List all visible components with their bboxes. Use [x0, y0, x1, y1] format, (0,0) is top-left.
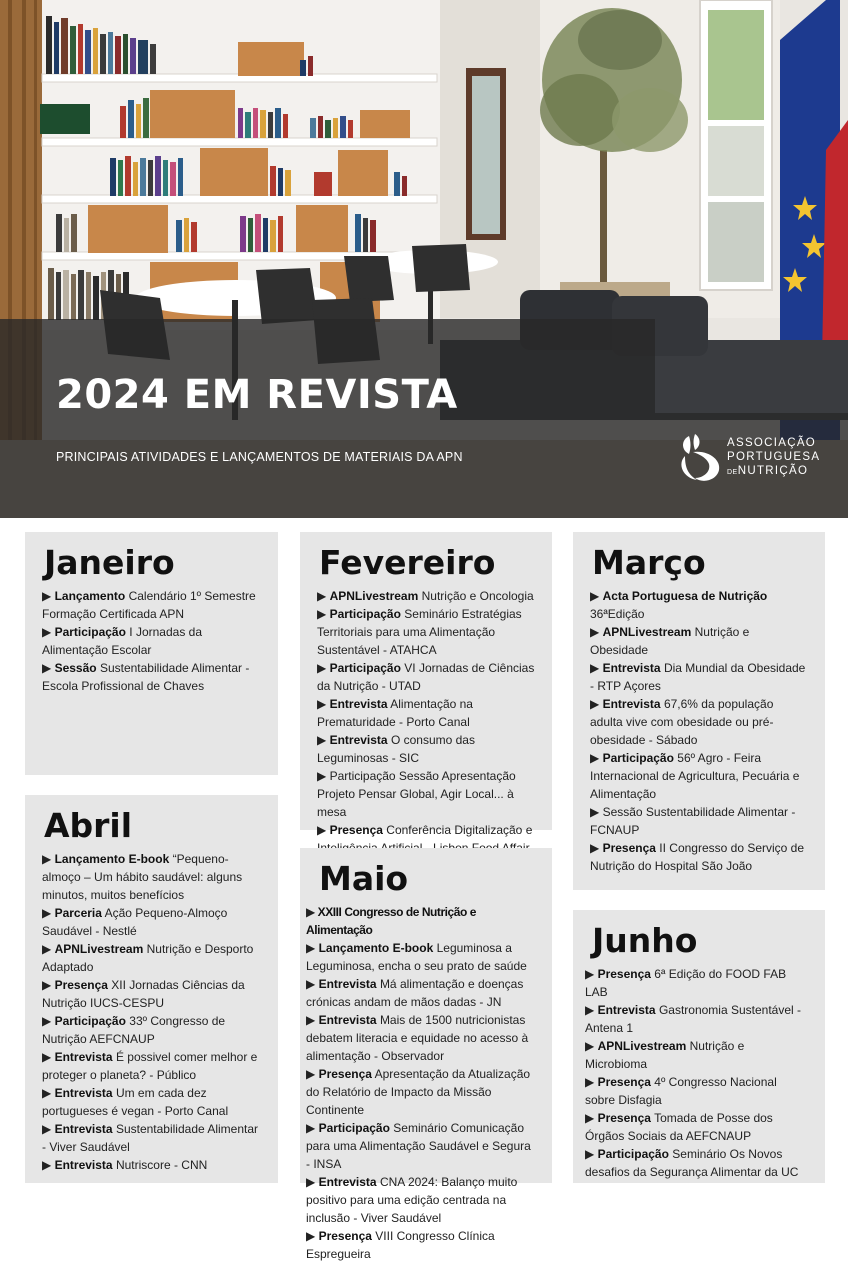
- play-triangle-icon: ▶: [306, 1121, 319, 1135]
- activity-description: Sessão Sustentabilidade Alimentar - FCNAUP: [590, 805, 796, 837]
- month-card-maio: [300, 848, 552, 1261]
- month-title: Fevereiro: [319, 543, 496, 582]
- month-title: Abril: [44, 806, 133, 845]
- activity-type: Participação: [602, 751, 674, 765]
- activity-type: Entrevista: [602, 661, 661, 675]
- play-triangle-icon: ▶: [42, 942, 55, 956]
- activity-description: Alimentação na Prematuridade - Porto Canal: [317, 697, 473, 729]
- month-title: Janeiro: [44, 543, 175, 582]
- activity-list: [585, 965, 809, 1181]
- activity-description: Seminário Estratégias Territoriais para uma Alimentação Sustentável - ATAHCA: [317, 607, 522, 657]
- play-triangle-icon: ▶: [306, 941, 319, 955]
- activity-type: APNLivestream: [54, 942, 144, 956]
- play-triangle-icon: ▶: [42, 589, 55, 603]
- title-band: [0, 319, 655, 518]
- activity-description: Mais de 1500 nutricionistas debatem literacia e equidade no acesso à alimentação - Observador: [306, 1013, 529, 1063]
- activity-item: [42, 976, 262, 1012]
- play-triangle-icon: ▶: [42, 1086, 55, 1100]
- activity-item: [306, 1119, 536, 1173]
- activity-item: [42, 623, 262, 659]
- activity-item: [585, 1001, 809, 1037]
- activity-type: Presença: [597, 967, 651, 981]
- play-triangle-icon: ▶: [306, 1229, 319, 1243]
- activity-item: [585, 1109, 809, 1145]
- activity-description: 36ªEdição: [590, 607, 645, 621]
- activity-type: Presença: [602, 841, 656, 855]
- activity-item: [42, 904, 262, 940]
- activity-description: Dia Mundial da Obesidade - RTP Açores: [590, 661, 806, 693]
- activity-type: Entrevista: [54, 1122, 113, 1136]
- play-triangle-icon: ▶: [306, 1013, 319, 1027]
- activity-type: Entrevista: [597, 1003, 656, 1017]
- activity-description: 4º Congresso Nacional sobre Disfagia: [585, 1075, 777, 1107]
- month-card-marco: [573, 532, 825, 890]
- activity-item: [585, 1037, 809, 1073]
- hero-photo: [0, 0, 848, 518]
- activity-description: Seminário Comunicação para uma Alimentação Saudável e Segura - INSA: [306, 1121, 531, 1171]
- play-triangle-icon: ▶: [585, 1147, 598, 1161]
- month-title: Junho: [592, 921, 698, 960]
- activity-description: CNA 2024: Balanço muito positivo para uma edição centrada na inclusão - Viver Saudável: [306, 1175, 518, 1225]
- activity-description: 33º Congresso de Nutrição AEFCNAUP: [42, 1014, 226, 1046]
- activity-type: Sessão: [54, 661, 97, 675]
- play-triangle-icon: ▶: [590, 805, 603, 819]
- activity-list: [590, 587, 809, 875]
- activity-type: Lançamento E-book: [54, 852, 170, 866]
- activity-description: É possivel comer melhor e proteger o planeta? - Público: [42, 1050, 258, 1082]
- activity-item: [42, 1084, 262, 1120]
- play-triangle-icon: ▶: [585, 967, 598, 981]
- activity-type: Presença: [318, 1229, 372, 1243]
- activity-type: Presença: [54, 978, 108, 992]
- activity-item: [317, 659, 536, 695]
- activity-item: [42, 1012, 262, 1048]
- activity-type: Entrevista: [54, 1158, 113, 1172]
- activity-description: Um em cada dez portugueses é vegan - Porto Canal: [42, 1086, 229, 1118]
- activity-type: Entrevista: [329, 697, 388, 711]
- activity-description: I Jornadas da Alimentação Escolar: [42, 625, 202, 657]
- activity-description: 6ª Edição do FOOD FAB LAB: [585, 967, 787, 999]
- play-triangle-icon: ▶: [585, 1111, 598, 1125]
- play-triangle-icon: ▶: [306, 977, 319, 991]
- activity-description: Nutrição e Desporto Adaptado: [42, 942, 254, 974]
- month-card-abril: [25, 795, 278, 1183]
- activity-description: VIII Congresso Clínica Espregueira: [306, 1229, 495, 1261]
- activity-item: [590, 803, 809, 839]
- activity-description: Nutriscore - CNN: [115, 1158, 208, 1172]
- activity-description: VI Jornadas de Ciências da Nutrição - UTAD: [317, 661, 535, 693]
- activity-item: [585, 1145, 809, 1181]
- activity-item: [590, 659, 809, 695]
- activity-type: Presença: [597, 1075, 651, 1089]
- activity-item: [590, 695, 809, 749]
- activity-description: Sustentabilidade Alimentar - Escola Profissional de Chaves: [42, 661, 250, 693]
- activity-type: Participação: [329, 661, 401, 675]
- activity-item: [317, 731, 536, 767]
- activity-description: Ação Pequeno-Almoço Saudável - Nestlé: [42, 906, 228, 938]
- activity-item: [42, 940, 262, 976]
- activity-description: Gastronomia Sustentável - Antena 1: [585, 1003, 802, 1035]
- play-triangle-icon: ▶: [317, 823, 330, 837]
- activity-type: Participação: [597, 1147, 669, 1161]
- activity-list: [306, 903, 536, 1263]
- play-triangle-icon: ▶: [317, 661, 330, 675]
- activity-description: “Pequeno-almoço – Um hábito saudável: alguns minutos, muitos benefícios: [42, 852, 243, 902]
- activity-type: Entrevista: [54, 1050, 113, 1064]
- activity-description: Nutrição e Obesidade: [590, 625, 750, 657]
- activity-type: Participação: [54, 625, 126, 639]
- play-triangle-icon: ▶: [317, 769, 330, 783]
- activity-type: Participação: [329, 607, 401, 621]
- month-title: Março: [592, 543, 706, 582]
- activity-description: Leguminosa a Leguminosa, encha o seu prato de saúde: [306, 941, 527, 973]
- activity-description: Participação Sessão Apresentação Projeto Pensar Global, Agir Local... à mesa: [317, 769, 516, 819]
- play-triangle-icon: ▶: [42, 852, 55, 866]
- play-triangle-icon: ▶: [42, 906, 55, 920]
- activity-description: Tomada de Posse dos Órgãos Sociais da AEFCNAUP: [585, 1111, 773, 1143]
- activity-type: Participação: [54, 1014, 126, 1028]
- activity-type: APNLivestream: [602, 625, 692, 639]
- activity-item: [590, 587, 809, 623]
- activity-item: [306, 1011, 536, 1065]
- page-subtitle: PRINCIPAIS ATIVIDADES E LANÇAMENTOS DE MATERIAIS DA APN: [56, 450, 463, 464]
- play-triangle-icon: ▶: [585, 1075, 598, 1089]
- activity-type: Entrevista: [602, 697, 661, 711]
- activity-item: [42, 1120, 262, 1156]
- activity-type: Entrevista: [329, 733, 388, 747]
- activity-description: XII Jornadas Ciências da Nutrição IUCS-CESPU: [42, 978, 245, 1010]
- activity-type: Acta Portuguesa de Nutrição: [602, 589, 768, 603]
- activity-description: II Congresso do Serviço de Nutrição do Hospital São João: [590, 841, 805, 873]
- activity-item: [42, 850, 262, 904]
- month-title: Maio: [319, 859, 409, 898]
- play-triangle-icon: ▶: [590, 625, 603, 639]
- activity-item: [306, 1065, 536, 1119]
- activity-description: Calendário 1º Semestre Formação Certificada APN: [42, 589, 256, 621]
- activity-description: Sustentabilidade Alimentar - Viver Saudável: [42, 1122, 259, 1154]
- month-card-fevereiro: [300, 532, 552, 837]
- play-triangle-icon: ▶: [42, 978, 55, 992]
- play-triangle-icon: ▶: [42, 1014, 55, 1028]
- activity-description: Apresentação da Atualização do Relatório de Impacto da Missão Continente: [306, 1067, 531, 1117]
- activity-description: 67,6% da população adulta vive com obesidade ou pré-obesidade - Sábado: [590, 697, 774, 747]
- activity-item: [317, 587, 536, 605]
- activity-item: [42, 1048, 262, 1084]
- play-triangle-icon: ▶: [42, 1158, 55, 1172]
- activity-type: Lançamento E-book: [318, 941, 434, 955]
- activity-item: [317, 695, 536, 731]
- page-title: 2024 EM REVISTA: [56, 372, 458, 418]
- activity-item: [306, 903, 536, 939]
- activity-item: [317, 767, 536, 821]
- play-triangle-icon: ▶: [585, 1003, 598, 1017]
- play-triangle-icon: ▶: [590, 841, 603, 855]
- activity-type: Participação: [318, 1121, 390, 1135]
- play-triangle-icon: ▶: [317, 589, 330, 603]
- activity-type: Presença: [597, 1111, 651, 1125]
- play-triangle-icon: ▶: [585, 1039, 598, 1053]
- activity-list: [317, 587, 536, 857]
- activity-description: Má alimentação e doenças crónicas andam de mãos dadas - JN: [306, 977, 524, 1009]
- activity-type: XXIII Congresso de Nutrição e Alimentação: [306, 905, 476, 937]
- activity-type: Parceria: [54, 906, 102, 920]
- activity-type: APNLivestream: [597, 1039, 687, 1053]
- play-triangle-icon: ▶: [42, 625, 55, 639]
- play-triangle-icon: ▶: [590, 751, 603, 765]
- activity-type: Lançamento: [54, 589, 126, 603]
- play-triangle-icon: ▶: [42, 661, 55, 675]
- play-triangle-icon: ▶: [306, 1067, 319, 1081]
- play-triangle-icon: ▶: [306, 905, 318, 919]
- activity-description: Seminário Os Novos desafios da Segurança Alimentar da UC: [585, 1147, 799, 1179]
- activity-description: O consumo das Leguminosas - SIC: [317, 733, 475, 765]
- activity-description: Nutrição e Microbioma: [585, 1039, 745, 1071]
- activity-type: APNLivestream: [329, 589, 419, 603]
- activity-item: [42, 659, 262, 695]
- play-triangle-icon: ▶: [42, 1050, 55, 1064]
- activity-item: [317, 605, 536, 659]
- activity-item: [306, 939, 536, 975]
- activity-type: Entrevista: [318, 977, 377, 991]
- activity-item: [42, 1156, 262, 1174]
- activity-item: [590, 623, 809, 659]
- play-triangle-icon: ▶: [317, 733, 330, 747]
- activity-item: [590, 749, 809, 803]
- activity-type: Presença: [318, 1067, 372, 1081]
- activity-item: [306, 975, 536, 1011]
- apn-logo: [679, 428, 839, 488]
- play-triangle-icon: ▶: [317, 607, 330, 621]
- apn-logo-wordmark: ASSOCIAÇÃO PORTUGUESA DENUTRIÇÃO: [727, 437, 821, 477]
- month-card-junho: [573, 910, 825, 1183]
- month-card-janeiro: [25, 532, 278, 775]
- activity-item: [585, 1073, 809, 1109]
- activity-type: Entrevista: [54, 1086, 113, 1100]
- play-triangle-icon: ▶: [590, 661, 603, 675]
- activity-item: [306, 1173, 536, 1227]
- activity-item: [42, 587, 262, 623]
- play-triangle-icon: ▶: [590, 589, 603, 603]
- activity-type: Presença: [329, 823, 383, 837]
- play-triangle-icon: ▶: [42, 1122, 55, 1136]
- activity-type: Entrevista: [318, 1013, 377, 1027]
- activity-list: [42, 850, 262, 1174]
- activity-item: [590, 839, 809, 875]
- play-triangle-icon: ▶: [590, 697, 603, 711]
- activity-description: Conferência Digitalização e: [386, 823, 533, 837]
- play-triangle-icon: ▶: [317, 697, 330, 711]
- activity-item: [585, 965, 809, 1001]
- activity-item: [306, 1227, 536, 1263]
- apn-leaf-logo-icon: [679, 430, 723, 482]
- activity-description: 56º Agro - Feira Internacional de Agricultura, Pecuária e Alimentação: [590, 751, 800, 801]
- activity-description: Nutrição e Oncologia: [421, 589, 534, 603]
- activity-list: [42, 587, 262, 695]
- play-triangle-icon: ▶: [306, 1175, 319, 1189]
- activity-type: Entrevista: [318, 1175, 377, 1189]
